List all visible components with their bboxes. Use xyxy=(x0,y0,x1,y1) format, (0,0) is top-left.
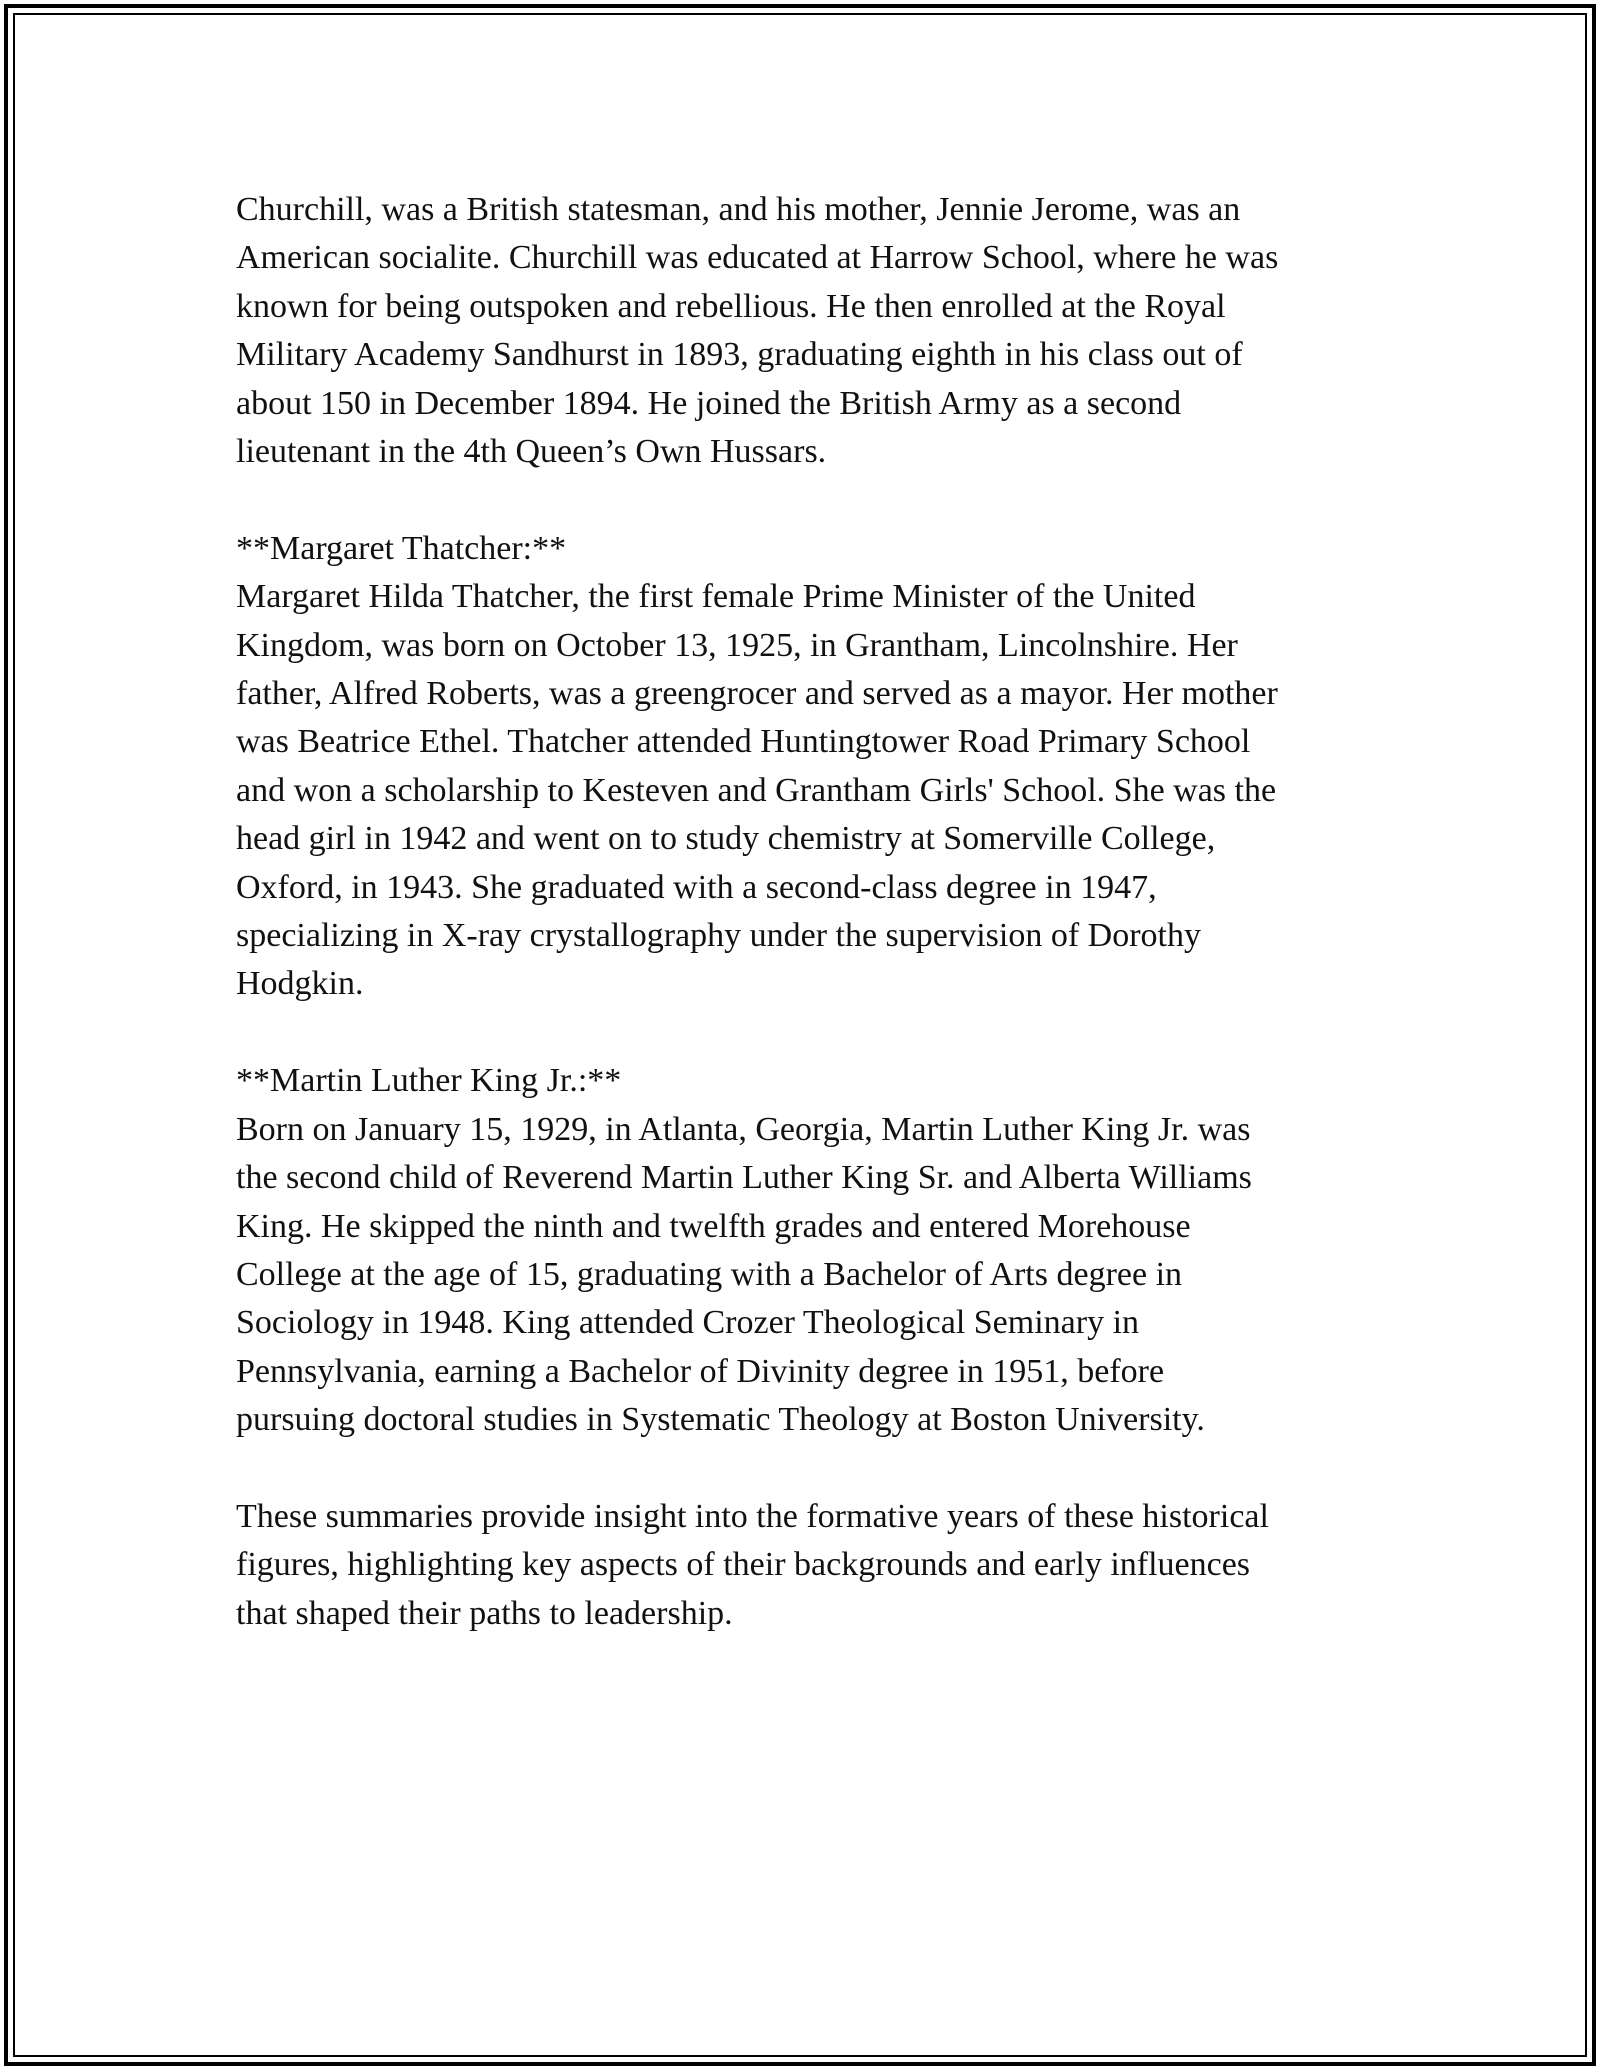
paragraph-churchill-education: Churchill, was a British statesman, and his mother, Jennie Jerome, was an American socialite. Churchill was educated at Harrow School, where he was known for being outspoken and rebellious. He then enrolled at the Royal Military Academy Sandhurst in 1893, graduating eighth in his class out of about 150 in December 1894. He joined the British Army as a second lieutenant in the 4th Queen’s Own Hussars. xyxy=(236,191,1279,471)
paragraph-summary: These summaries provide insight into the formative years of these historical figures, highlighting key aspects of their backgrounds and early influences that shaped their paths to leadership. xyxy=(236,1497,1269,1632)
paragraph-martin-luther-king: **Martin Luther King Jr.:** Born on January 15, 1929, in Atlanta, Georgia, Martin Luther King Jr. was the second child of Reverend Martin Luther King Sr. and Alberta Williams King. He skipped the ninth and twelfth grades and entered Morehouse College at the age of 15, graduating with a Bachelor of Arts degree in Sociology in 1948. King attended Crozer Theological Seminary in Pennsylvania, earning a Bachelor of Divinity degree in 1951, before pursuing doctoral studies in Systematic Theology at Boston University. xyxy=(236,1062,1252,1439)
paragraph-margaret-thatcher: **Margaret Thatcher:** Margaret Hilda Thatcher, the first female Prime Minister of the United Kingdom, was born on October 13, 1925, in Grantham, Lincolnshire. Her father, Alfred Roberts, was a greengrocer and served as a mayor. Her mother was Beatrice Ethel. Thatcher attended Huntingtower Road Primary School and won a scholarship to Kesteven and Grantham Girls' School. She was the head girl in 1942 and went on to study chemistry at Somerville College, Oxford, in 1943. She graduated with a second-class degree in 1947, specializing in X-ray crystallography under the supervision of Dorothy Hodgkin. xyxy=(236,529,1278,1003)
document-body xyxy=(236,186,1376,1638)
